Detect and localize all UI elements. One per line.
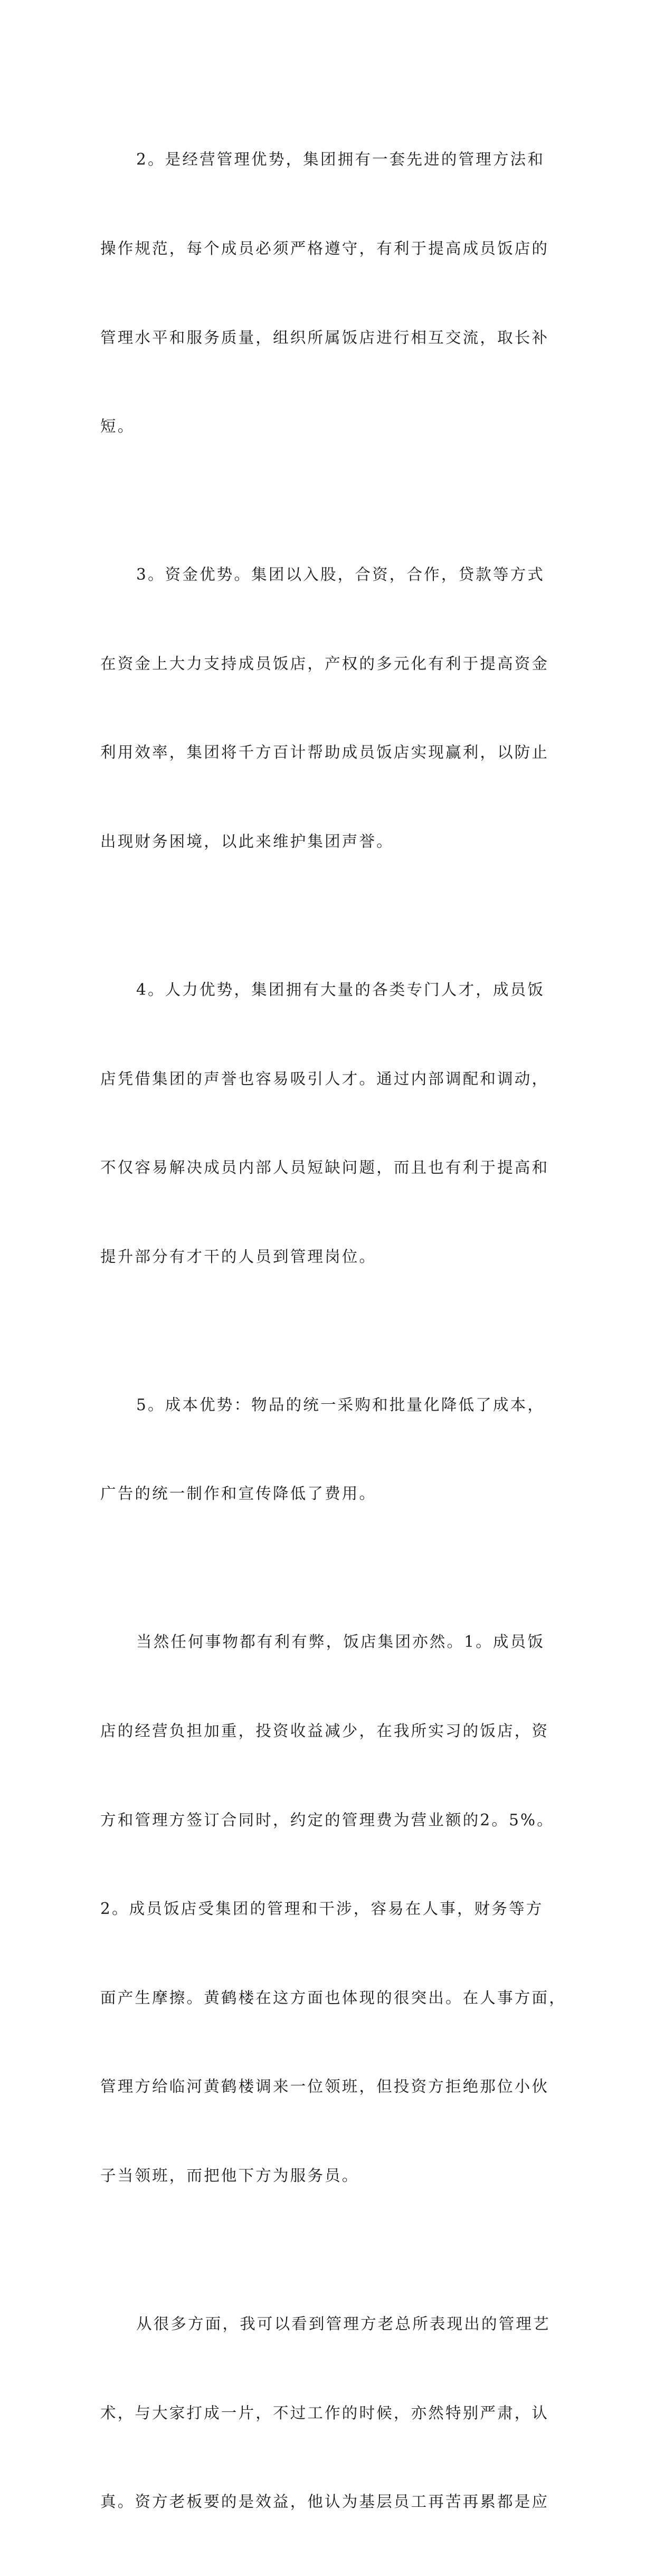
text-line: 不仅容易解决成员内部人员短缺问题，而且也有利于提高和 [100,1158,549,1177]
text-line: 方和管理方签订合同时，约定的管理费为营业额的2。5%。 [100,1811,554,1829]
text-line: 店凭借集团的声誉也容易吸引人才。通过内部调配和调动， [100,1069,549,1088]
text-line: 在资金上大力支持成员饭店，产权的多元化有利于提高资金 [100,654,549,673]
text-line: 出现财务困境，以此来维护集团声誉。 [100,832,394,850]
paragraph-management-advantage [100,85,559,501]
paragraph-capital-advantage [100,501,559,916]
text-line: 5。成本优势：物品的统一采购和批量化降低了成本， [136,1395,545,1414]
text-line: 当然任何事物都有利有弊，饭店集团亦然。1。成员饭 [136,1633,545,1651]
text-line: 术，与大家打成一片，不过工作的时候，亦然特别严肃，认 [100,2403,549,2422]
text-line: 2。是经营管理优势，集团拥有一套先进的管理方法和 [136,150,545,169]
text-line: 利用效率，集团将千方百计帮助成员饭店实现赢利，以防止 [100,743,549,762]
text-line: 提升部分有才干的人员到管理岗位。 [100,1247,377,1266]
text-line: 管理水平和服务质量，组织所属饭店进行相互交流，取长补 [100,328,549,347]
paragraph-disadvantages [100,1568,566,2250]
text-line: 4。人力优势，集团拥有大量的各类专门人才，成员饭 [136,980,545,999]
document-body [100,85,566,2576]
text-line: 店的经营负担加重，投资收益减少，在我所实习的饭店，资 [100,1721,549,1740]
text-line: 3。资金优势。集团以入股，合资，合作，贷款等方式 [136,566,545,584]
text-line: 子当领班，而把他下方为服务员。 [100,2166,359,2185]
paragraph-management-observation [100,2250,559,2576]
paragraph-cost-advantage [100,1330,559,1568]
text-line: 操作规范，每个成员必须严格遵守，有利于提高成员饭店的 [100,240,549,257]
text-line: 短。 [100,417,135,436]
text-line: 真。资方老板要的是效益，他认为基层员工再苦再累都是应 [100,2493,549,2511]
text-line: 从很多方面，我可以看到管理方老总所表现出的管理艺 [136,2314,550,2333]
text-line: 2。成员饭店受集团的管理和干涉，容易在人事，财务等方 [100,1900,544,1918]
text-line: 广告的统一制作和宣传降低了费用。 [100,1485,377,1503]
text-line: 面产生摩擦。黄鹤楼在这方面也体现的很突出。在人事方面， [100,1988,566,2007]
paragraph-human-resource-advantage [100,916,559,1331]
text-line: 管理方给临河黄鹤楼调来一位领班，但投资方拒绝那位小伙 [100,2077,549,2096]
